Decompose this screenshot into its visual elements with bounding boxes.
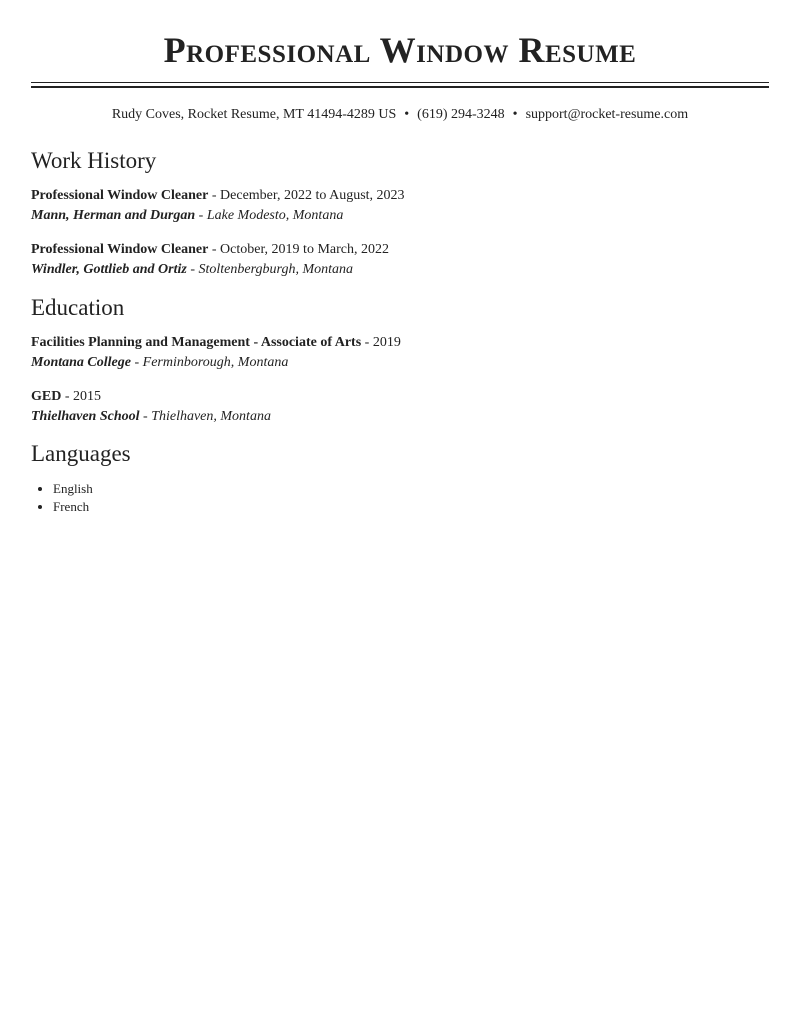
title-divider (31, 82, 769, 88)
work-entry-header: Professional Window Cleaner - December, 2022 to August, 2023 (31, 188, 405, 203)
work-entry-header: Professional Window Cleaner - October, 2019 to March, 2022 (31, 242, 389, 257)
work-entry-employer: Mann, Herman and Durgan - Lake Modesto, Montana (31, 208, 344, 223)
education-entry-header: GED - 2015 (31, 389, 102, 404)
job-dates: October, 2019 to March, 2022 (220, 242, 389, 257)
language-item: • English (53, 480, 769, 498)
graduation-year: 2019 (372, 335, 401, 350)
company-location: Lake Modesto, Montana (206, 208, 344, 223)
resume-title: Professional Window Resume (163, 30, 637, 70)
work-entry (31, 240, 769, 280)
contact-email: support@rocket-resume.com (525, 107, 689, 122)
contact-address: Rudy Coves, Rocket Resume, MT 41494-4289 US (111, 107, 397, 122)
divider-thick-line (31, 86, 769, 88)
school-location: Thielhaven, Montana (151, 409, 271, 424)
company-name: Mann, Herman and Durgan (31, 208, 196, 223)
divider-thin-line (31, 82, 769, 83)
job-title: Professional Window Cleaner (31, 242, 209, 257)
school-location: Ferminborough, Montana (142, 355, 289, 370)
contact-phone: (619) 294-3248 (417, 107, 505, 122)
degree-name: GED (31, 389, 62, 404)
education-entry-school: Thielhaven School - Thielhaven, Montana (31, 409, 271, 424)
education-entry-school: Montana College - Ferminborough, Montana (31, 355, 289, 370)
contact-line (31, 106, 769, 124)
education-entry (31, 333, 769, 373)
contact-separator: • (404, 107, 410, 122)
degree-name: Facilities Planning and Management - Associate of Arts (31, 335, 362, 350)
company-location: Stoltenbergburgh, Montana (198, 262, 354, 277)
job-title: Professional Window Cleaner (31, 188, 209, 203)
contact-separator: • (512, 107, 518, 122)
language-item: • French (53, 498, 769, 516)
work-entry (31, 186, 769, 226)
languages-heading: Languages (31, 441, 131, 466)
work-entry-employer: Windler, Gottlieb and Ortiz - Stoltenbergburgh, Montana (31, 262, 354, 277)
school-name: Montana College (31, 355, 131, 370)
education-entry-header: Facilities Planning and Management - Associate of Arts - 2019 (31, 335, 401, 350)
graduation-year: 2015 (73, 389, 102, 404)
education-heading: Education (31, 295, 125, 320)
education-entry (31, 387, 769, 427)
school-name: Thielhaven School (31, 409, 140, 424)
work-history-heading: Work History (31, 148, 157, 173)
company-name: Windler, Gottlieb and Ortiz (31, 262, 187, 277)
job-dates: December, 2022 to August, 2023 (220, 188, 405, 203)
languages-list (31, 480, 769, 516)
